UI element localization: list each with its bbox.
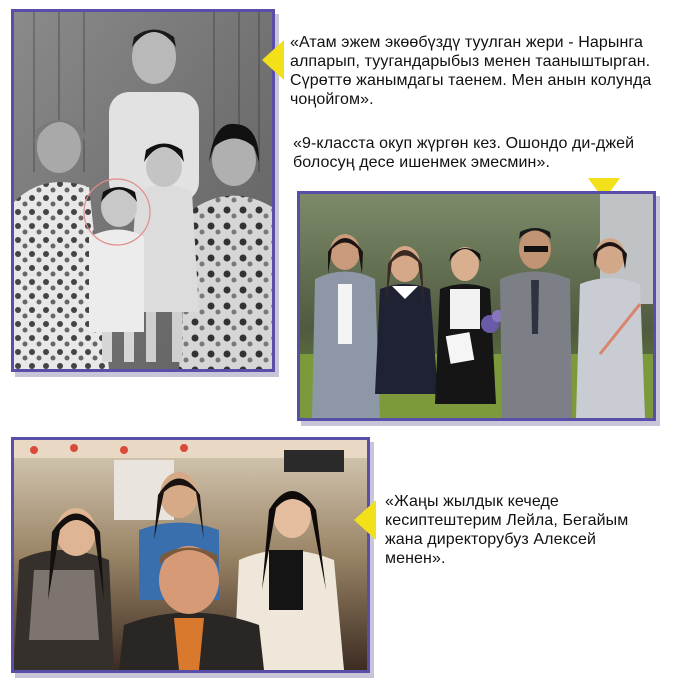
caption-pointer-1 [258,40,284,80]
family-photo-bw-image [14,12,272,369]
caption-family-photo: «Атам эжем экөөбүздү туулган жери - Нарынга алпарып, туугандарыбыз менен тааныштырган. Сүрөттө жанымдагы таенем. Мен анын колунда чоңойгом». [290,34,652,108]
family-photo-bw [11,9,275,372]
caption-party-photo: «Жаңы жылдык кечеде кесиптештерим Лейла, Бегайым жана директорубуз Алексей менен». [385,493,629,567]
school-group-photo [297,191,656,421]
new-year-party-photo [11,437,370,673]
school-group-photo-image [300,194,653,418]
caption-pointer-3 [352,500,376,540]
new-year-party-photo-image [14,440,367,670]
caption-class-photo: «9-класста окуп жүргөн кез. Ошондо ди-джей болосуң десе ишенмек эмесмин». [293,135,635,171]
